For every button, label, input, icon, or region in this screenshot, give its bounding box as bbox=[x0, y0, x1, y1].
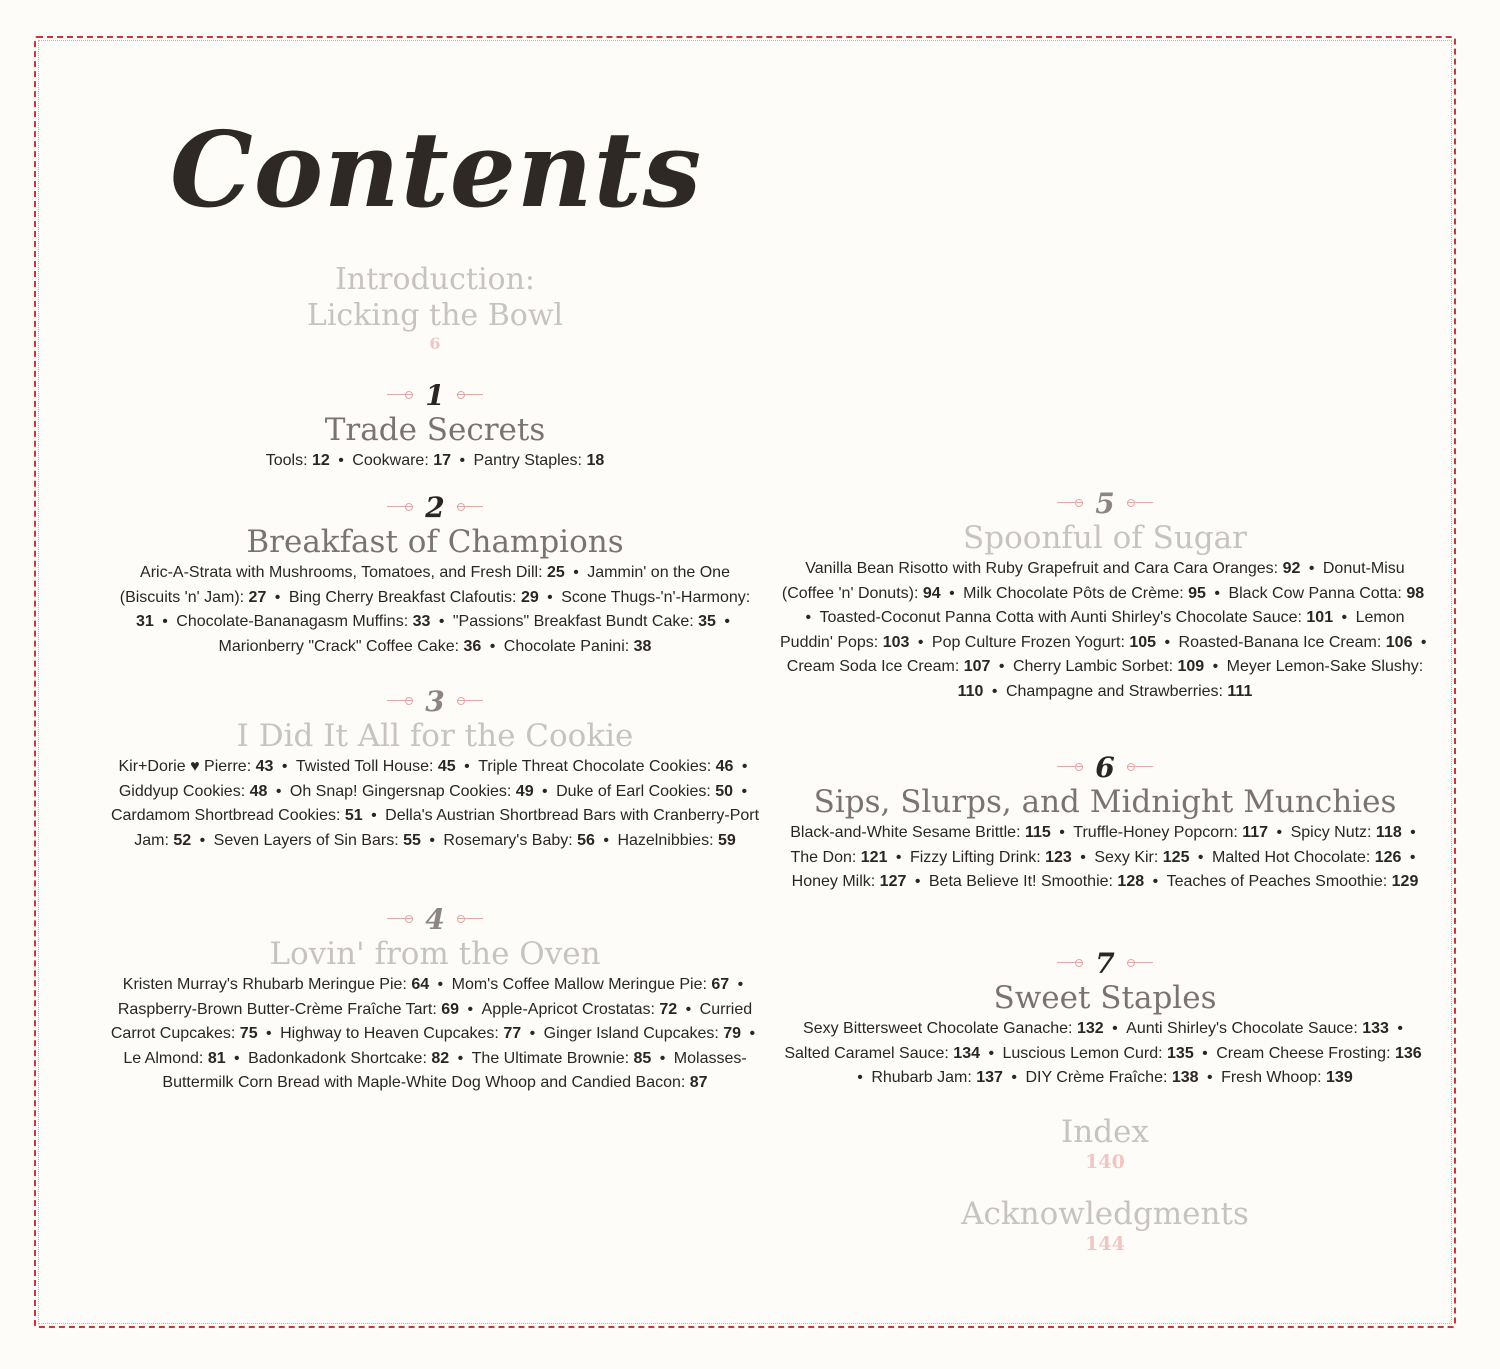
recipe-page-number: 85 bbox=[633, 1049, 652, 1067]
recipe-page-number: 12 bbox=[311, 452, 330, 469]
chapter-3 bbox=[110, 684, 760, 853]
recipe-page-number: 95 bbox=[1188, 584, 1206, 602]
recipe-entry[interactable] bbox=[176, 613, 430, 630]
recipe-name: Kristen Murray's Rhubarb Meringue Pie: bbox=[122, 976, 412, 993]
recipe-name: Badonkadonk Shortcake: bbox=[248, 1049, 432, 1067]
recipe-entry[interactable] bbox=[289, 589, 539, 606]
recipe-entry[interactable] bbox=[119, 758, 274, 775]
chapter-number-text: 3 bbox=[425, 684, 445, 718]
recipe-page-number: 101 bbox=[1306, 609, 1334, 627]
recipe-page-number: 31 bbox=[136, 613, 154, 631]
bullet-separator: • bbox=[277, 758, 292, 775]
recipe-name: Honey Milk: bbox=[791, 873, 880, 891]
flourish-icon bbox=[387, 390, 413, 400]
chapter-number-text: 7 bbox=[1095, 946, 1115, 980]
recipe-entry[interactable] bbox=[504, 638, 652, 655]
bullet-separator: • bbox=[1075, 848, 1091, 866]
recipe-page-number: 49 bbox=[515, 782, 534, 800]
recipe-page-number: 52 bbox=[173, 831, 192, 849]
recipe-name: Cream Cheese Frosting: bbox=[1216, 1044, 1395, 1062]
recipe-name: Aunti Shirley's Chocolate Sauce: bbox=[1126, 1020, 1363, 1037]
bullet-separator: • bbox=[1405, 848, 1416, 866]
chapter-4 bbox=[110, 902, 760, 1096]
recipe-page-number: 51 bbox=[344, 807, 363, 825]
chapter-number bbox=[780, 750, 1430, 784]
recipe-entry[interactable] bbox=[296, 758, 456, 775]
recipe-page-number: 121 bbox=[860, 848, 888, 866]
bullet-separator: • bbox=[459, 758, 475, 775]
recipe-entry[interactable] bbox=[111, 807, 363, 824]
recipe-name: Della's Austrian Shortbread Bars with Cranberry-Port Jam: bbox=[134, 807, 760, 849]
recipe-page-number: 17 bbox=[433, 452, 451, 469]
bullet-separator: • bbox=[229, 1049, 245, 1067]
recipe-name: "Passions" Breakfast Bundt Cake: bbox=[452, 613, 699, 631]
recipe-entry[interactable] bbox=[1179, 634, 1413, 651]
recipe-entry[interactable] bbox=[443, 832, 595, 849]
recipe-name: Oh Snap! Gingersnap Cookies: bbox=[289, 782, 516, 800]
recipe-page-number: 135 bbox=[1167, 1044, 1194, 1062]
recipe-page-number: 98 bbox=[1406, 584, 1425, 602]
chapter-number bbox=[110, 684, 760, 718]
recipe-entry[interactable] bbox=[280, 1025, 521, 1042]
bullet-separator: • bbox=[1208, 658, 1223, 676]
recipe-page-number: 55 bbox=[403, 831, 421, 849]
acknowledgments-page-number: 144 bbox=[1085, 1233, 1125, 1255]
flourish-icon bbox=[1127, 762, 1153, 772]
bullet-separator: • bbox=[913, 633, 928, 651]
flourish-icon bbox=[387, 502, 413, 512]
recipe-entry[interactable] bbox=[787, 658, 991, 675]
recipe-name: Cardamom Shortbread Cookies: bbox=[110, 807, 345, 825]
recipe-name: Pop Culture Frozen Yogurt: bbox=[931, 633, 1130, 651]
recipe-name: Toasted-Coconut Panna Cotta with Aunti Shirley's Chocolate Sauce: bbox=[819, 609, 1307, 627]
recipe-name: Black Cow Panna Cotta: bbox=[1228, 584, 1407, 602]
chapter-items bbox=[110, 449, 760, 474]
bullet-separator: • bbox=[195, 831, 210, 849]
recipe-page-number: 107 bbox=[963, 658, 991, 676]
chapter-6 bbox=[780, 750, 1430, 895]
recipe-entry[interactable] bbox=[453, 613, 716, 630]
bullet-separator: • bbox=[434, 613, 449, 631]
recipe-name: Cookware: bbox=[352, 452, 434, 469]
bullet-separator: • bbox=[1054, 824, 1070, 841]
recipe-name: Kir+Dorie ♥ Pierre: bbox=[118, 758, 256, 775]
bullet-separator: • bbox=[1193, 848, 1208, 866]
recipe-page-number: 25 bbox=[546, 564, 565, 581]
recipe-entry[interactable] bbox=[1073, 824, 1268, 841]
bullet-separator: • bbox=[1304, 560, 1319, 577]
recipe-entry[interactable] bbox=[123, 976, 429, 993]
recipe-entry[interactable] bbox=[1126, 1020, 1389, 1037]
flourish-icon bbox=[1127, 498, 1153, 508]
recipe-name: The Don: bbox=[790, 848, 861, 866]
recipe-name: Curried Carrot Cupcakes: bbox=[110, 1000, 753, 1043]
recipe-name: Vanilla Bean Risotto with Ruby Grapefruit and Cara Cara Oranges: bbox=[805, 560, 1283, 577]
recipe-name: Luscious Lemon Curd: bbox=[1002, 1044, 1168, 1062]
chapter-number-text: 4 bbox=[425, 902, 445, 936]
recipe-page-number: 118 bbox=[1375, 824, 1402, 841]
chapter-number-text: 6 bbox=[1095, 750, 1115, 784]
bullet-separator: • bbox=[271, 782, 286, 800]
bullet-separator: • bbox=[261, 1025, 277, 1043]
recipe-name: Sexy Kir: bbox=[1094, 848, 1163, 866]
recipe-name: Truffle-Honey Popcorn: bbox=[1073, 824, 1243, 841]
recipe-entry[interactable] bbox=[1006, 683, 1252, 700]
recipe-page-number: 43 bbox=[255, 758, 274, 775]
bullet-separator: • bbox=[157, 613, 173, 631]
chapter-number bbox=[780, 946, 1430, 980]
recipe-name: Molasses-Buttermilk Corn Bread with Maple-White Dog Whoop and Candied Bacon: bbox=[162, 1049, 747, 1092]
flourish-icon bbox=[457, 390, 483, 400]
recipe-entry[interactable] bbox=[1167, 873, 1419, 890]
bullet-separator: • bbox=[598, 831, 614, 849]
recipe-entry[interactable] bbox=[929, 873, 1144, 890]
recipe-name: Cherry Lambic Sorbet: bbox=[1012, 658, 1178, 676]
recipe-name: Malted Hot Chocolate: bbox=[1211, 848, 1375, 866]
recipe-name: Salted Caramel Sauce: bbox=[784, 1044, 954, 1062]
recipe-name: Rosemary's Baby: bbox=[443, 831, 578, 849]
bullet-separator: • bbox=[1202, 1069, 1218, 1087]
recipe-page-number: 117 bbox=[1242, 824, 1269, 841]
recipe-name: Bing Cherry Breakfast Clafoutis: bbox=[288, 588, 521, 606]
recipe-entry[interactable] bbox=[219, 638, 482, 655]
recipe-page-number: 125 bbox=[1162, 848, 1190, 866]
recipe-page-number: 136 bbox=[1394, 1044, 1422, 1062]
recipe-name: Champagne and Strawberries: bbox=[1005, 682, 1228, 700]
recipe-page-number: 110 bbox=[957, 682, 984, 700]
recipe-page-number: 18 bbox=[586, 452, 605, 469]
recipe-entry[interactable] bbox=[472, 1050, 652, 1067]
recipe-page-number: 45 bbox=[437, 758, 456, 775]
recipe-entry[interactable] bbox=[474, 452, 605, 469]
chapter-number bbox=[110, 902, 760, 936]
flourish-icon bbox=[457, 696, 483, 706]
bullet-separator: • bbox=[1209, 584, 1225, 602]
flourish-icon bbox=[387, 914, 413, 924]
recipe-name: Milk Chocolate Pôts de Crème: bbox=[963, 584, 1189, 602]
recipe-page-number: 123 bbox=[1045, 848, 1072, 866]
bullet-separator: • bbox=[453, 1049, 468, 1067]
recipe-entry[interactable] bbox=[352, 452, 451, 469]
recipe-entry[interactable] bbox=[784, 1045, 980, 1062]
recipe-page-number: 87 bbox=[689, 1074, 708, 1092]
chapter-items bbox=[780, 821, 1430, 895]
recipe-page-number: 50 bbox=[715, 782, 734, 800]
recipe-entry[interactable] bbox=[791, 849, 888, 866]
recipe-entry[interactable] bbox=[1025, 1069, 1198, 1086]
recipe-entry[interactable] bbox=[119, 783, 268, 800]
recipe-page-number: 129 bbox=[1391, 873, 1419, 891]
bullet-separator: • bbox=[1337, 609, 1352, 627]
bullet-separator: • bbox=[568, 564, 584, 581]
recipe-name: Teaches of Peaches Smoothie: bbox=[1166, 873, 1392, 891]
bullet-separator: • bbox=[485, 637, 500, 655]
bullet-separator: • bbox=[994, 658, 1009, 676]
recipe-entry[interactable] bbox=[1221, 1069, 1353, 1086]
recipe-entry[interactable] bbox=[118, 1001, 459, 1018]
recipe-entry[interactable] bbox=[266, 452, 330, 469]
recipe-name: Aric-A-Strata with Mushrooms, Tomatoes, and Fresh Dill: bbox=[140, 564, 547, 581]
chapter-title[interactable]: Spoonful of Sugar bbox=[963, 520, 1247, 556]
recipe-entry[interactable] bbox=[123, 1050, 225, 1067]
recipe-page-number: 56 bbox=[577, 831, 595, 849]
recipe-name: Chocolate Panini: bbox=[503, 637, 634, 655]
recipe-page-number: 79 bbox=[723, 1025, 742, 1043]
index-entry[interactable] bbox=[780, 1114, 1430, 1174]
chapter-1 bbox=[110, 378, 760, 474]
recipe-page-number: 82 bbox=[431, 1049, 450, 1067]
bullet-separator: • bbox=[463, 1000, 478, 1018]
bullet-separator: • bbox=[424, 831, 440, 849]
recipe-name: The Ultimate Brownie: bbox=[471, 1049, 634, 1067]
flourish-icon bbox=[1127, 958, 1153, 968]
bullet-separator: • bbox=[910, 873, 925, 891]
chapter-number-text: 2 bbox=[425, 490, 445, 524]
recipe-page-number: 137 bbox=[976, 1069, 1003, 1087]
recipe-name: Sexy Bittersweet Chocolate Ganache: bbox=[803, 1020, 1077, 1037]
chapter-items bbox=[780, 1017, 1430, 1091]
bullet-separator: • bbox=[1160, 633, 1175, 651]
recipe-name: Hazelnibbies: bbox=[617, 831, 718, 849]
recipe-entry[interactable] bbox=[932, 634, 1156, 651]
flourish-icon bbox=[387, 696, 413, 706]
chapter-title[interactable]: Sips, Slurps, and Midnight Munchies bbox=[813, 784, 1397, 820]
bullet-separator: • bbox=[433, 976, 448, 993]
chapter-number bbox=[110, 490, 760, 524]
chapter-items bbox=[110, 755, 760, 853]
recipe-name: Black-and-White Sesame Brittle: bbox=[790, 824, 1025, 841]
page-title: Contents bbox=[170, 108, 703, 231]
chapter-7 bbox=[780, 946, 1430, 1091]
recipe-name: Tools: bbox=[265, 452, 312, 469]
chapter-title[interactable]: Lovin' from the Oven bbox=[269, 936, 601, 972]
recipe-page-number: 27 bbox=[248, 588, 267, 606]
bullet-separator: • bbox=[270, 588, 285, 606]
bullet-separator: • bbox=[366, 807, 382, 825]
recipe-page-number: 77 bbox=[503, 1025, 522, 1043]
recipe-page-number: 92 bbox=[1282, 560, 1301, 577]
bullet-separator: • bbox=[1006, 1069, 1022, 1087]
bullet-separator: • bbox=[1148, 873, 1163, 891]
index-title: Index bbox=[1061, 1114, 1149, 1150]
recipe-name: Duke of Earl Cookies: bbox=[556, 782, 716, 800]
recipe-name: Chocolate-Bananagasm Muffins: bbox=[176, 613, 413, 631]
recipe-name: DIY Crème Fraîche: bbox=[1025, 1069, 1172, 1087]
recipe-page-number: 127 bbox=[879, 873, 907, 891]
recipe-page-number: 75 bbox=[239, 1025, 258, 1043]
recipe-name: Lemon Puddin' Pops: bbox=[780, 609, 1405, 651]
recipe-entry[interactable] bbox=[478, 758, 733, 775]
recipe-page-number: 64 bbox=[411, 976, 430, 993]
recipe-page-number: 29 bbox=[520, 588, 539, 606]
recipe-name: Giddyup Cookies: bbox=[118, 782, 250, 800]
recipe-name: Highway to Heaven Cupcakes: bbox=[280, 1025, 504, 1043]
recipe-name: Spicy Nutz: bbox=[1290, 824, 1376, 841]
recipe-page-number: 139 bbox=[1326, 1069, 1353, 1087]
bullet-separator: • bbox=[891, 848, 906, 866]
bullet-separator: • bbox=[542, 588, 558, 606]
recipe-name: Cream Soda Ice Cream: bbox=[786, 658, 964, 676]
recipe-page-number: 106 bbox=[1385, 633, 1413, 651]
recipe-page-number: 126 bbox=[1374, 848, 1402, 866]
recipe-name: Roasted-Banana Ice Cream: bbox=[1178, 633, 1386, 651]
bullet-separator: • bbox=[681, 1000, 696, 1018]
recipe-entry[interactable] bbox=[617, 832, 735, 849]
recipe-page-number: 111 bbox=[1227, 682, 1253, 700]
recipe-page-number: 94 bbox=[922, 584, 941, 602]
recipe-name: Pantry Staples: bbox=[473, 452, 587, 469]
recipe-page-number: 134 bbox=[953, 1044, 980, 1062]
intro-page-number: 6 bbox=[429, 334, 441, 353]
recipe-page-number: 35 bbox=[698, 613, 716, 631]
recipe-name: Seven Layers of Sin Bars: bbox=[213, 831, 404, 849]
bullet-separator: • bbox=[1392, 1020, 1403, 1037]
recipe-name: Triple Threat Chocolate Cookies: bbox=[478, 758, 716, 775]
recipe-page-number: 132 bbox=[1076, 1020, 1104, 1037]
bullet-separator: • bbox=[719, 613, 730, 631]
chapter-items bbox=[110, 561, 760, 659]
chapter-number bbox=[110, 378, 760, 412]
recipe-page-number: 46 bbox=[715, 758, 734, 775]
chapter-2 bbox=[110, 490, 760, 659]
flourish-icon bbox=[457, 502, 483, 512]
bullet-separator: • bbox=[987, 682, 1002, 700]
recipe-entry[interactable] bbox=[792, 873, 907, 890]
bullet-separator: • bbox=[455, 452, 470, 469]
recipe-entry[interactable] bbox=[248, 1050, 449, 1067]
flourish-icon bbox=[1057, 498, 1083, 508]
recipe-entry[interactable] bbox=[1228, 585, 1424, 602]
bullet-separator: • bbox=[984, 1044, 999, 1062]
chapter-number-text: 5 bbox=[1095, 486, 1115, 520]
recipe-page-number: 38 bbox=[633, 637, 652, 655]
recipe-name: Beta Believe It! Smoothie: bbox=[928, 873, 1118, 891]
bullet-separator: • bbox=[745, 1025, 756, 1043]
chapter-number bbox=[780, 486, 1430, 520]
recipe-name: Fresh Whoop: bbox=[1221, 1069, 1327, 1087]
flourish-icon bbox=[1057, 958, 1083, 968]
acknowledgments-title: Acknowledgments bbox=[961, 1196, 1249, 1232]
recipe-entry[interactable] bbox=[871, 1069, 1003, 1086]
chapter-items bbox=[110, 973, 760, 1096]
index-page-number: 140 bbox=[1085, 1151, 1125, 1173]
recipe-name: Scone Thugs-'n'-Harmony: bbox=[561, 588, 751, 606]
recipe-entry[interactable] bbox=[1212, 849, 1401, 866]
recipe-name: Apple-Apricot Crostatas: bbox=[481, 1000, 660, 1018]
recipe-page-number: 48 bbox=[249, 782, 268, 800]
recipe-name: Fizzy Lifting Drink: bbox=[909, 848, 1046, 866]
chapter-5 bbox=[780, 486, 1430, 705]
bullet-separator: • bbox=[857, 1069, 868, 1087]
recipe-page-number: 138 bbox=[1171, 1069, 1199, 1087]
recipe-entry[interactable] bbox=[214, 832, 421, 849]
recipe-name: Jammin' on the One (Biscuits 'n' Jam): bbox=[119, 564, 730, 606]
recipe-name: Meyer Lemon-Sake Slushy: bbox=[1226, 658, 1424, 676]
recipe-page-number: 69 bbox=[441, 1000, 460, 1018]
recipe-entry[interactable] bbox=[803, 1020, 1104, 1037]
bullet-separator: • bbox=[805, 609, 816, 627]
intro-title-line1: Introduction: bbox=[334, 262, 536, 297]
left-column bbox=[110, 0, 760, 1369]
recipe-page-number: 115 bbox=[1024, 824, 1051, 841]
bullet-separator: • bbox=[333, 452, 349, 469]
recipe-entry[interactable] bbox=[1013, 658, 1204, 675]
bullet-separator: • bbox=[1272, 824, 1287, 841]
recipe-page-number: 72 bbox=[659, 1000, 678, 1018]
recipe-page-number: 105 bbox=[1129, 633, 1157, 651]
bullet-separator: • bbox=[537, 782, 553, 800]
recipe-name: Donut-Misu (Coffee 'n' Donuts): bbox=[781, 560, 1405, 602]
recipe-entry[interactable] bbox=[290, 783, 534, 800]
recipe-entry[interactable] bbox=[1216, 1045, 1421, 1062]
chapter-title[interactable]: Sweet Staples bbox=[993, 980, 1217, 1016]
recipe-entry[interactable] bbox=[544, 1025, 741, 1042]
recipe-page-number: 59 bbox=[717, 831, 736, 849]
recipe-entry[interactable] bbox=[482, 1001, 678, 1018]
bullet-separator: • bbox=[737, 782, 748, 800]
recipe-name: Mom's Coffee Mallow Meringue Pie: bbox=[451, 976, 712, 993]
recipe-name: Twisted Toll House: bbox=[295, 758, 438, 775]
recipe-entry[interactable] bbox=[140, 564, 565, 581]
recipe-page-number: 109 bbox=[1177, 658, 1205, 676]
recipe-entry[interactable] bbox=[452, 976, 730, 993]
recipe-entry[interactable] bbox=[556, 783, 733, 800]
bullet-separator: • bbox=[1107, 1020, 1123, 1037]
recipe-page-number: 128 bbox=[1117, 873, 1145, 891]
recipe-entry[interactable] bbox=[790, 824, 1051, 841]
flourish-icon bbox=[1057, 762, 1083, 772]
right-column bbox=[780, 0, 1430, 1369]
bullet-separator: • bbox=[737, 758, 748, 775]
acknowledgments-entry[interactable] bbox=[780, 1196, 1430, 1256]
recipe-name: Ginger Island Cupcakes: bbox=[543, 1025, 724, 1043]
bullet-separator: • bbox=[944, 584, 960, 602]
chapter-title[interactable]: I Did It All for the Cookie bbox=[236, 718, 634, 754]
recipe-name: Rhubarb Jam: bbox=[871, 1069, 977, 1087]
bullet-separator: • bbox=[1416, 633, 1427, 651]
bullet-separator: • bbox=[1405, 824, 1416, 841]
bullet-separator: • bbox=[733, 976, 744, 993]
recipe-page-number: 133 bbox=[1362, 1020, 1389, 1037]
recipe-page-number: 67 bbox=[711, 976, 730, 993]
flourish-icon bbox=[457, 914, 483, 924]
chapter-items bbox=[780, 557, 1430, 705]
recipe-name: Le Almond: bbox=[123, 1049, 208, 1067]
chapter-title[interactable]: Breakfast of Champions bbox=[246, 524, 624, 560]
recipe-entry[interactable] bbox=[963, 585, 1206, 602]
bullet-separator: • bbox=[1197, 1044, 1213, 1062]
recipe-entry[interactable] bbox=[820, 609, 1334, 626]
recipe-entry[interactable] bbox=[805, 560, 1300, 577]
recipe-entry[interactable] bbox=[1094, 849, 1189, 866]
recipe-entry[interactable] bbox=[1003, 1045, 1194, 1062]
recipe-name: Raspberry-Brown Butter-Crème Fraîche Tart: bbox=[117, 1000, 442, 1018]
chapter-title[interactable]: Trade Secrets bbox=[324, 412, 546, 448]
recipe-page-number: 81 bbox=[207, 1049, 226, 1067]
recipe-page-number: 103 bbox=[882, 633, 910, 651]
recipe-entry[interactable] bbox=[1291, 824, 1402, 841]
intro-entry[interactable] bbox=[110, 262, 760, 354]
chapter-number-text: 1 bbox=[425, 378, 445, 412]
recipe-page-number: 33 bbox=[412, 613, 431, 631]
bullet-separator: • bbox=[525, 1025, 540, 1043]
intro-title-line2: Licking the Bowl bbox=[306, 298, 564, 333]
recipe-name: Marionberry "Crack" Coffee Cake: bbox=[218, 637, 464, 655]
bullet-separator: • bbox=[655, 1049, 670, 1067]
recipe-entry[interactable] bbox=[910, 849, 1072, 866]
recipe-page-number: 36 bbox=[463, 637, 482, 655]
